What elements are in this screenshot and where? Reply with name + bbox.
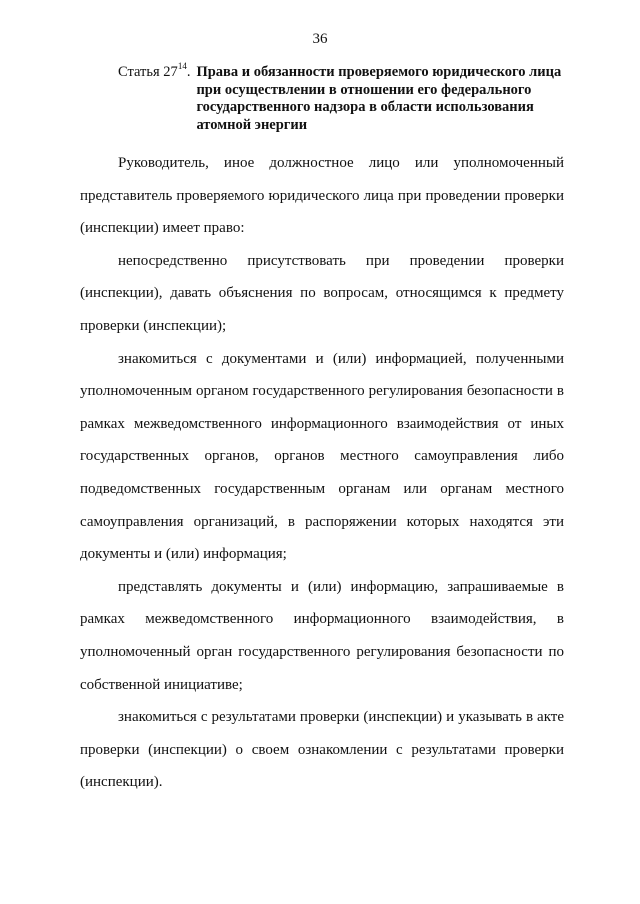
article-heading xyxy=(118,61,568,134)
article-body xyxy=(80,147,564,799)
article-number-superscript: 14 xyxy=(177,61,187,72)
paragraph-right-submit-documents: представлять документы и (или) информацию, запрашиваемые в рамках межведомственного информационного взаимодействия, в уполномоченный орган государственного регулирования безопасности по собственной инициативе; xyxy=(80,578,564,693)
paragraph-right-attend: непосредственно присутствовать при проведении проверки (инспекции), давать объяснения по вопросам, относящимся к предмету проверки (инспекции); xyxy=(80,252,564,334)
article-label-text: Статья 27 xyxy=(118,64,178,80)
page-number: 36 xyxy=(312,31,328,47)
article-title: Права и обязанности проверяемого юридического лица при осуществлении в отношении его федерального государственного надзора в области использования атомной энергии xyxy=(196,64,562,133)
paragraph-intro: Руководитель, иное должностное лицо или уполномоченный представитель проверяемого юридического лица при проведении проверки (инспекции) имеет право: xyxy=(80,155,564,237)
paragraph-right-review-results: знакомиться с результатами проверки (инспекции) и указывать в акте проверки (инспекции) о своем ознакомлении с результатами проверки (инспекции). xyxy=(80,709,564,791)
article-label xyxy=(118,61,191,134)
article-label-suffix: . xyxy=(186,64,191,80)
paragraph-right-review-documents: знакомиться с документами и (или) информацией, полученными уполномоченным органом государственного регулирования безопасности в рамках межведомственного информационного взаимодействия от иных государственных органов, органов местного самоуправления либо подведомственных государственным органам или органам местного самоуправления организаций, в распоряжении которых находятся эти документы и (или) информация; xyxy=(80,350,564,563)
